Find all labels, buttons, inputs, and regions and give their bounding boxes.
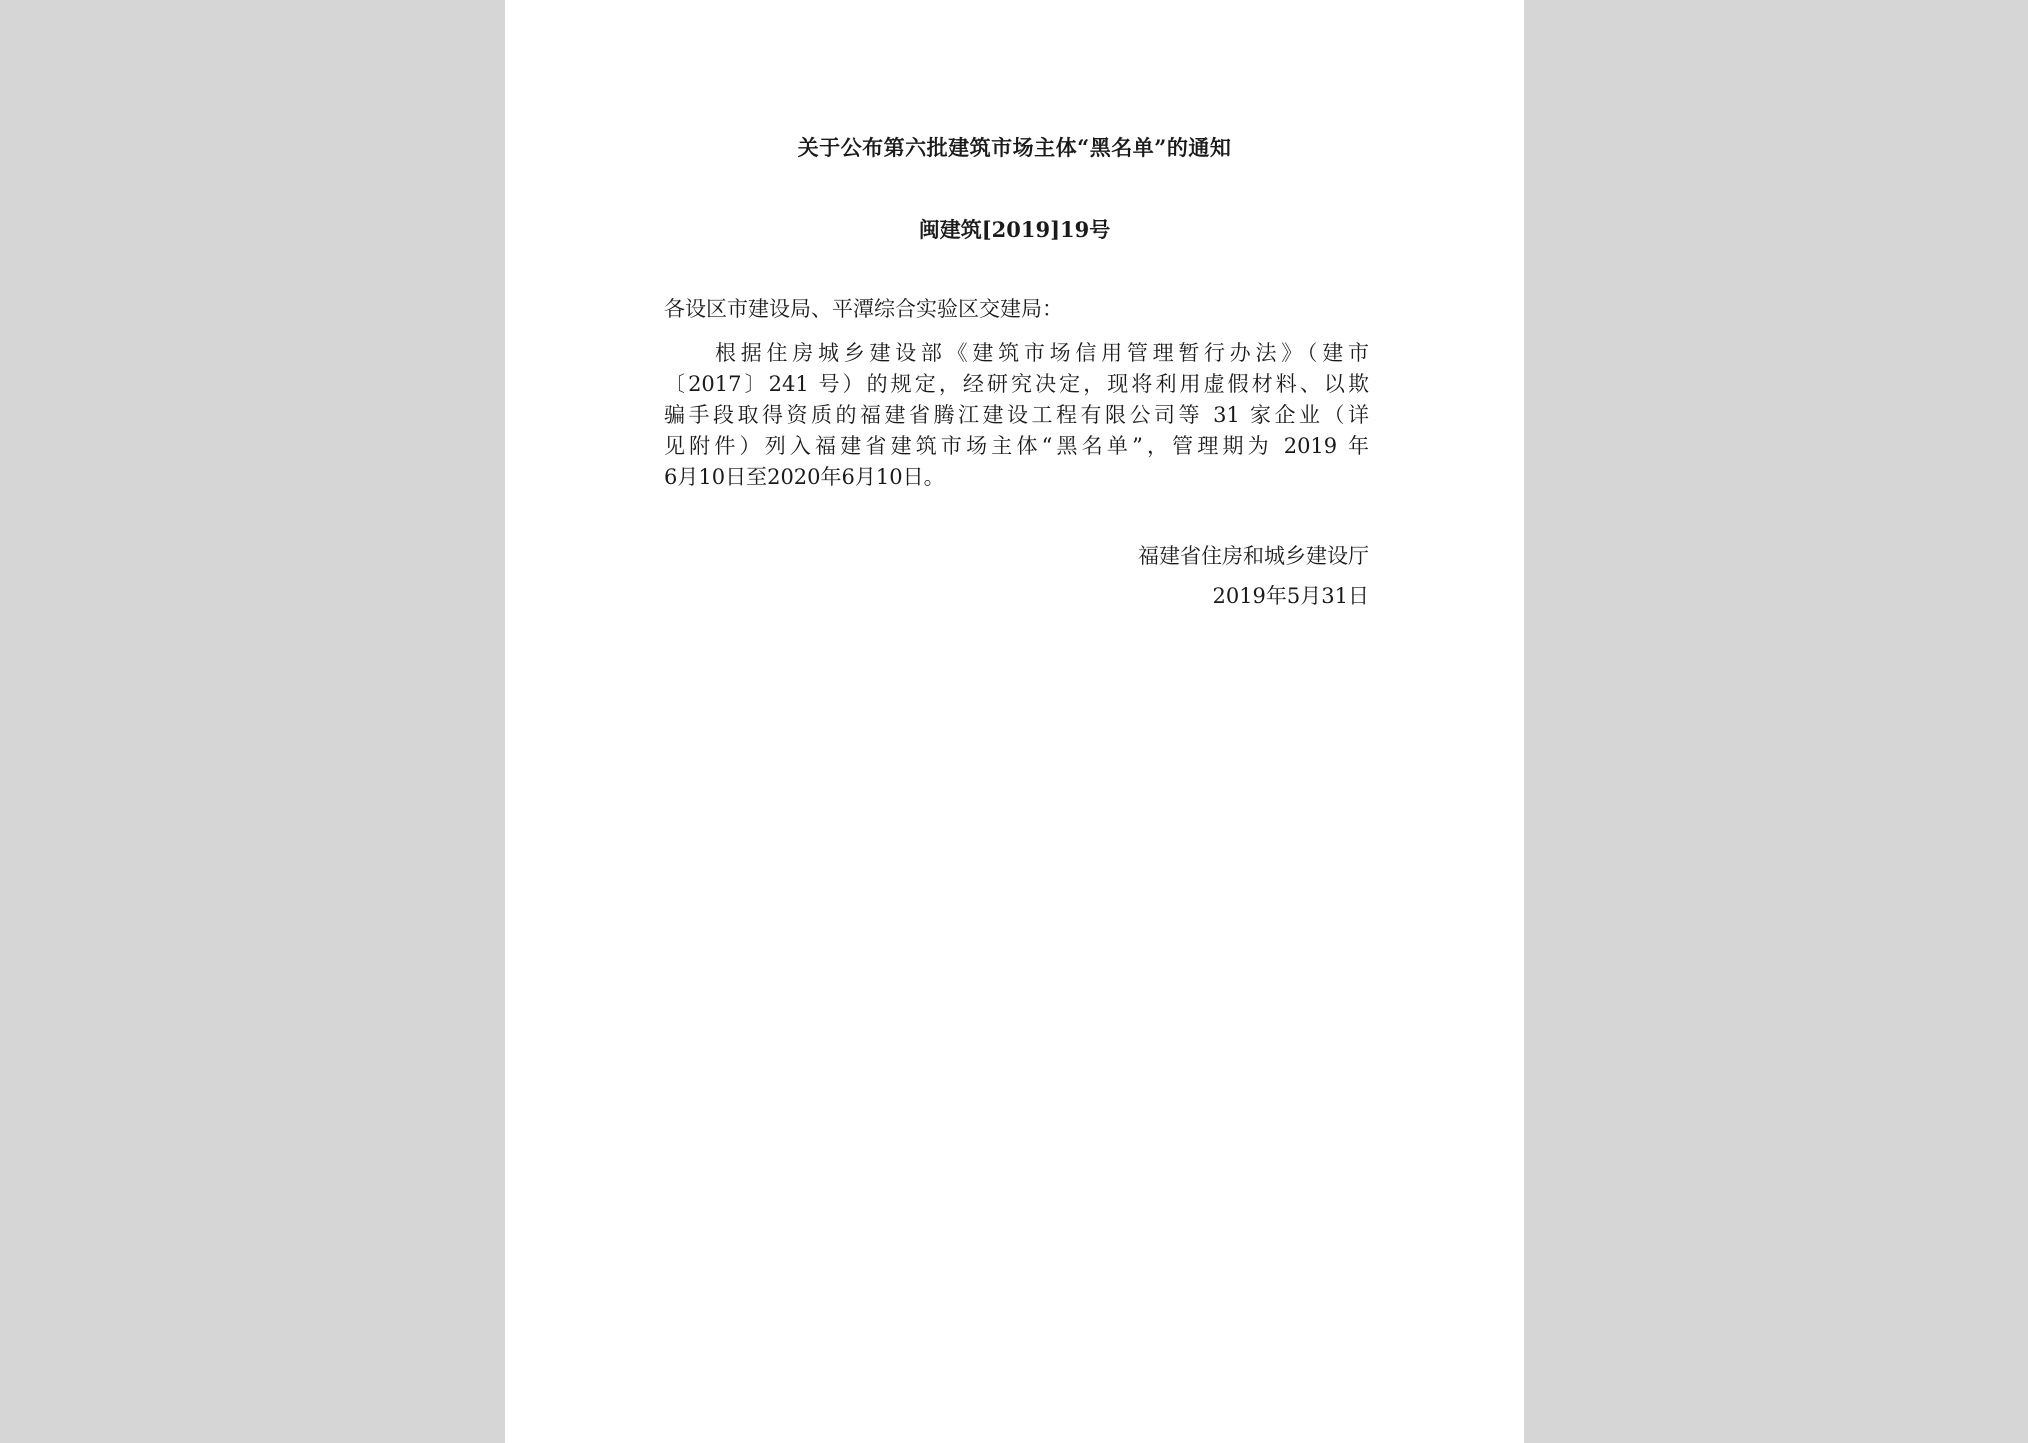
document-number: 闽建筑[2019]19号 (918, 217, 1111, 242)
body-line-2: 〔2017〕241 号）的规定，经研究决定，现将利用虚假材料、以欺 (664, 372, 1369, 396)
issuer-signature: 福建省住房和城乡建设厅 (1138, 544, 1369, 568)
body-line-3: 骗手段取得资质的福建省腾江建设工程有限公司等 31 家企业（详 (664, 403, 1369, 427)
issue-date: 2019年5月31日 (1212, 584, 1369, 608)
document-title: 关于公布第六批建筑市场主体“黑名单”的通知 (797, 135, 1232, 160)
document-page (505, 0, 1524, 1443)
body-line-5: 6月10日至2020年6月10日。 (664, 465, 945, 489)
addressee-line: 各设区市建设局、平潭综合实验区交建局： (664, 297, 1063, 321)
body-line-4: 见附件）列入福建省建筑市场主体“黑名单”，管理期为 2019 年 (664, 434, 1369, 458)
body-line-1: 根据住房城乡建设部《建筑市场信用管理暂行办法》（建市 (715, 341, 1369, 365)
